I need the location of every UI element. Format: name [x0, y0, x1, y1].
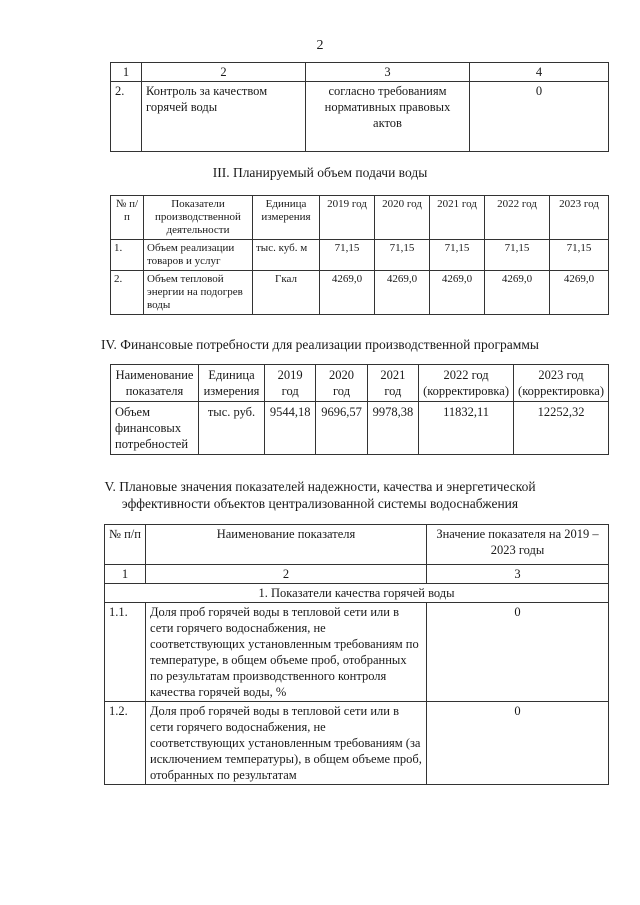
- table-row: [105, 603, 609, 702]
- row-text: Доля проб горячей воды в тепловой сети или в сети горячего водоснабжения, не соответствующих установленным требованиям (за исключением температуры), в общем объеме проб, отобранных по результатам: [146, 702, 427, 785]
- row-value: 4269,0: [320, 271, 375, 315]
- column-number: 2: [142, 63, 306, 82]
- table-header-row: [111, 365, 609, 402]
- header-year: 2019 год: [320, 196, 375, 240]
- header-year: 2020 год: [316, 365, 367, 402]
- row-value: 11832,11: [419, 402, 514, 455]
- header-unit: Единица измерения: [253, 196, 320, 240]
- column-number: 3: [306, 63, 470, 82]
- row-unit: тыс. руб.: [199, 402, 265, 455]
- section-title: IV. Финансовые потребности для реализации производственной программы: [101, 337, 539, 352]
- quality-control-table: [110, 62, 609, 152]
- section-title-line: эффективности объектов централизованной системы водоснабжения: [121, 496, 519, 511]
- row-value: 71,15: [485, 240, 550, 271]
- row-number: 1.2.: [105, 702, 146, 785]
- header-year: 2021 год: [430, 196, 485, 240]
- page-number: 2: [316, 38, 324, 53]
- header-name: Наименование показателя: [146, 525, 427, 565]
- row-number: 2.: [111, 82, 142, 152]
- table-row: [105, 702, 609, 785]
- section-title-line: V. Плановые значения показателей надежности, качества и энергетической: [104, 479, 536, 494]
- column-number: 2: [146, 565, 427, 584]
- row-value: 0: [427, 603, 609, 702]
- row-value: 4269,0: [550, 271, 609, 315]
- header-year: 2022 год: [485, 196, 550, 240]
- table-group-row: [105, 584, 609, 603]
- table-row: [111, 271, 609, 315]
- row-value: 0: [470, 82, 609, 152]
- header-year: 2020 год: [375, 196, 430, 240]
- table-header-row: [111, 63, 609, 82]
- header-value: Значение показателя на 2019 – 2023 годы: [427, 525, 609, 565]
- column-number: 1: [111, 63, 142, 82]
- row-number: 2.: [111, 271, 144, 315]
- header-year: 2019 год: [264, 365, 315, 402]
- header-year: 2023 год (корректировка): [514, 365, 609, 402]
- table-header-row: [111, 196, 609, 240]
- table-row: [111, 240, 609, 271]
- row-unit: Гкал: [253, 271, 320, 315]
- row-value: 12252,32: [514, 402, 609, 455]
- row-value: 4269,0: [430, 271, 485, 315]
- row-unit: тыс. куб. м: [253, 240, 320, 271]
- group-title: 1. Показатели качества горячей воды: [105, 584, 609, 603]
- table-row: [111, 82, 609, 152]
- row-text: Доля проб горячей воды в тепловой сети или в сети горячего водоснабжения, не соответствующих установленным требованиям по температуре, в общем объеме проб, отобранных по результатам производственного контроля качества горячей воды, %: [146, 603, 427, 702]
- table-row: [111, 402, 609, 455]
- row-value: 9978,38: [367, 402, 418, 455]
- row-value: 71,15: [375, 240, 430, 271]
- row-value: 0: [427, 702, 609, 785]
- indicators-table: [104, 524, 609, 785]
- table-header-row: [105, 525, 609, 565]
- header-name: Наименование показателя: [111, 365, 199, 402]
- header-num: № п/п: [105, 525, 146, 565]
- header-unit: Единица измерения: [199, 365, 265, 402]
- row-indicator: Объем реализации товаров и услуг: [144, 240, 253, 271]
- water-supply-table: [110, 195, 609, 315]
- row-value: 9544,18: [264, 402, 315, 455]
- row-number: 1.1.: [105, 603, 146, 702]
- row-number: 1.: [111, 240, 144, 271]
- header-year: 2021 год: [367, 365, 418, 402]
- section-title: [0, 478, 640, 512]
- header-num: № п/п: [111, 196, 144, 240]
- row-value: 9696,57: [316, 402, 367, 455]
- financial-needs-table: [110, 364, 609, 455]
- column-number: 1: [105, 565, 146, 584]
- row-name: Объем финансовых потребностей: [111, 402, 199, 455]
- column-number: 3: [427, 565, 609, 584]
- row-value: 71,15: [320, 240, 375, 271]
- row-value: 71,15: [550, 240, 609, 271]
- row-indicator: Объем тепловой энергии на подогрев воды: [144, 271, 253, 315]
- row-value: 4269,0: [485, 271, 550, 315]
- row-name: Контроль за качеством горячей воды: [142, 82, 306, 152]
- row-value: 4269,0: [375, 271, 430, 315]
- column-number: 4: [470, 63, 609, 82]
- row-value: 71,15: [430, 240, 485, 271]
- header-year: 2022 год (корректировка): [419, 365, 514, 402]
- header-year: 2023 год: [550, 196, 609, 240]
- table-column-numbers: [105, 565, 609, 584]
- header-indicator: Показатели производственной деятельности: [144, 196, 253, 240]
- row-requirement: согласно требованиям нормативных правовых актов: [306, 82, 470, 152]
- section-title: III. Планируемый объем подачи воды: [212, 165, 428, 180]
